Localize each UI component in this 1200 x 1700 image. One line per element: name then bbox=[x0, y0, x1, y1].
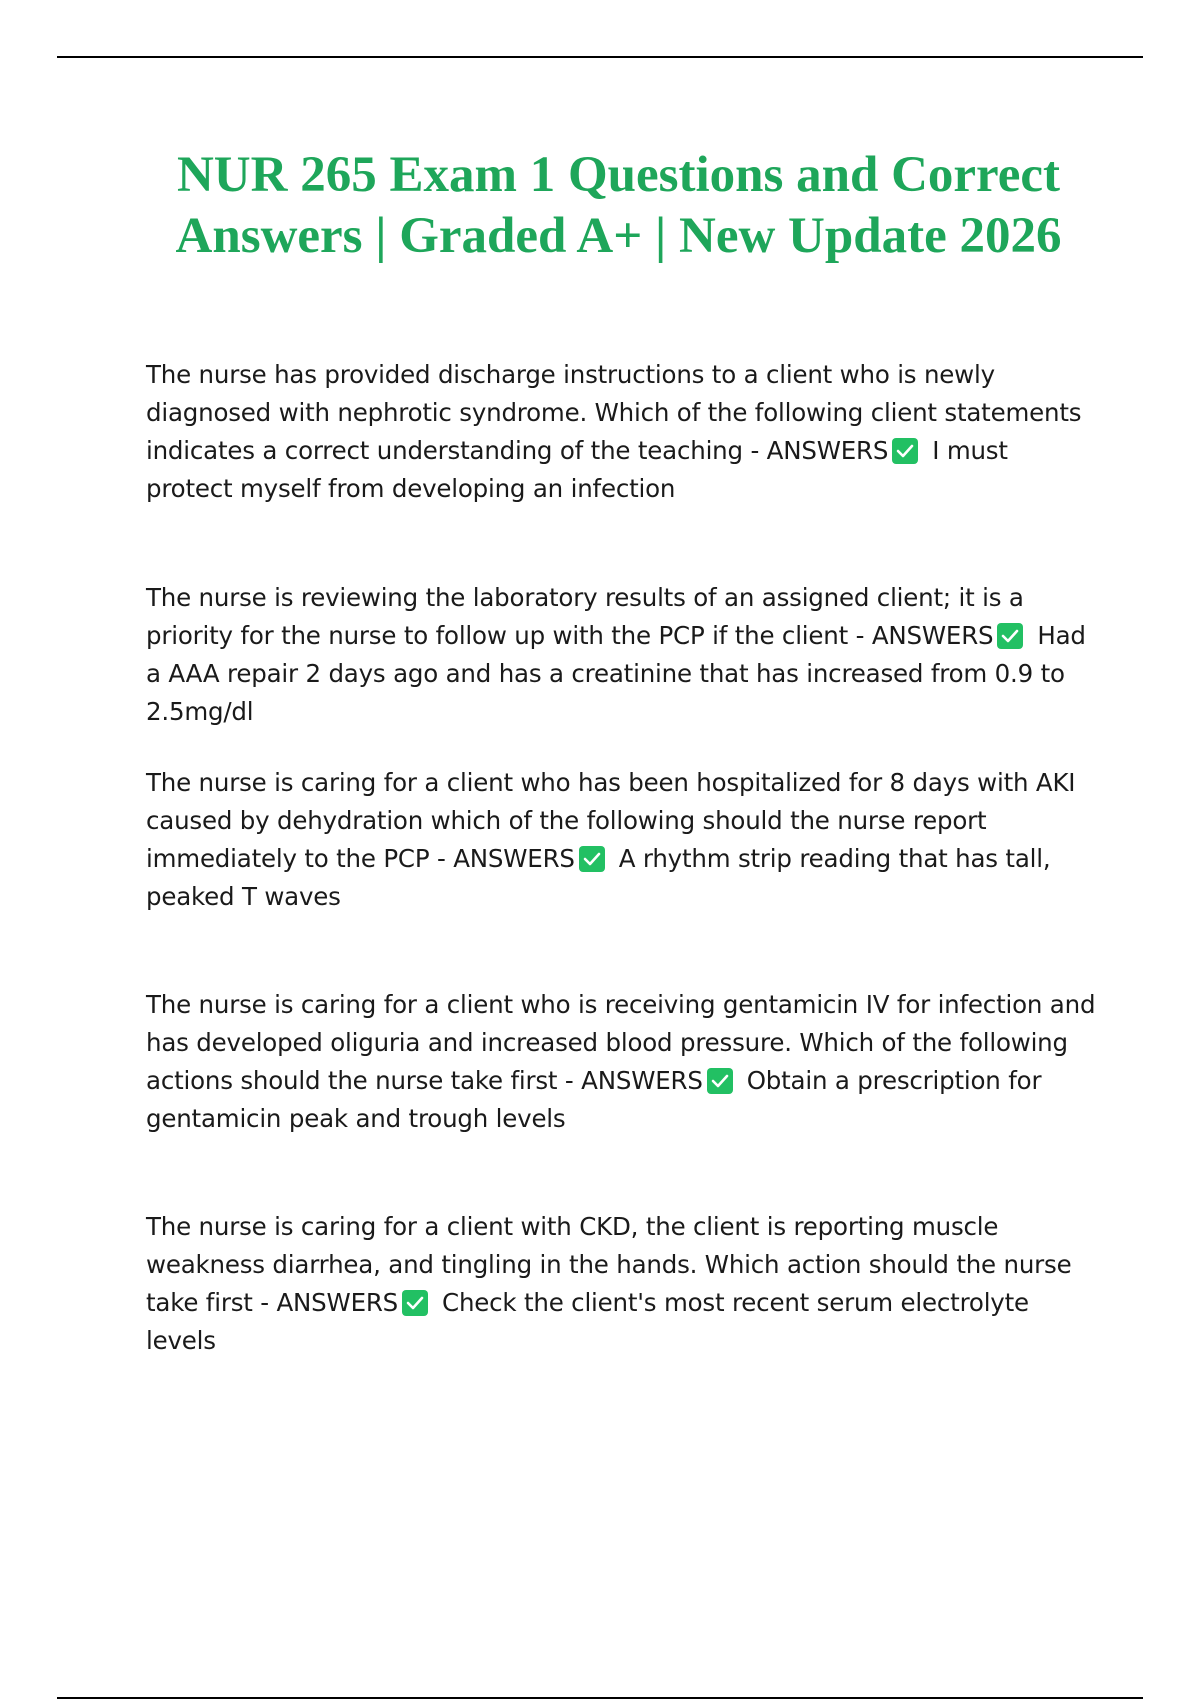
green-checkmark-box-icon bbox=[997, 623, 1023, 649]
qa-item bbox=[146, 986, 1096, 1138]
bottom-rule bbox=[57, 1697, 1143, 1699]
answer-marker: ANSWERS bbox=[581, 1066, 703, 1095]
green-checkmark-box-icon bbox=[579, 846, 605, 872]
question-text: The nurse is caring for a client who has been hospitalized for 8 days with AKI caused by dehydration which of the following should the nurse report immediately to the PCP - bbox=[146, 768, 1076, 873]
question-text: The nurse is reviewing the laboratory results of an assigned client; it is a priority for the nurse to follow up with the PCP if the client - bbox=[146, 583, 1024, 650]
qa-item bbox=[146, 1208, 1096, 1360]
answer-text: Obtain a prescription for gentamicin peak and trough levels bbox=[146, 1066, 1042, 1133]
answer-marker: ANSWERS bbox=[871, 621, 994, 650]
qa-item bbox=[146, 579, 1096, 731]
top-rule bbox=[57, 56, 1143, 58]
qa-item bbox=[146, 764, 1096, 916]
green-checkmark-box-icon bbox=[707, 1068, 733, 1094]
document-title: NUR 265 Exam 1 Questions and Correct Answers | Graded A+ | New Update 2026 bbox=[175, 147, 1062, 264]
answer-text: Check the client's most recent serum electrolyte levels bbox=[146, 1288, 1029, 1355]
answer-text: Had a AAA repair 2 days ago and has a creatinine that has increased from 0.9 to 2.5mg/dl bbox=[146, 621, 1086, 726]
answer-marker: ANSWERS bbox=[453, 844, 575, 873]
qa-item bbox=[146, 356, 1096, 508]
question-text: The nurse has provided discharge instructions to a client who is newly diagnosed with nephrotic syndrome. Which of the following client statements indicates a correct understanding of the teaching - bbox=[146, 360, 1082, 465]
answer-text: A rhythm strip reading that has tall, peaked T waves bbox=[146, 844, 1051, 911]
green-checkmark-box-icon bbox=[402, 1290, 428, 1316]
question-text: The nurse is caring for a client who is receiving gentamicin IV for infection and has developed oliguria and increased blood pressure. Which of the following actions should the nurse take first - bbox=[146, 990, 1096, 1095]
green-checkmark-box-icon bbox=[892, 438, 918, 464]
question-text: The nurse is caring for a client with CKD, the client is reporting muscle weakness diarrhea, and tingling in the hands. Which action should the nurse take first - bbox=[146, 1212, 1072, 1317]
answer-marker: ANSWERS bbox=[276, 1288, 399, 1317]
answer-text: I must protect myself from developing an infection bbox=[146, 436, 1008, 503]
answer-marker: ANSWERS bbox=[766, 436, 889, 465]
